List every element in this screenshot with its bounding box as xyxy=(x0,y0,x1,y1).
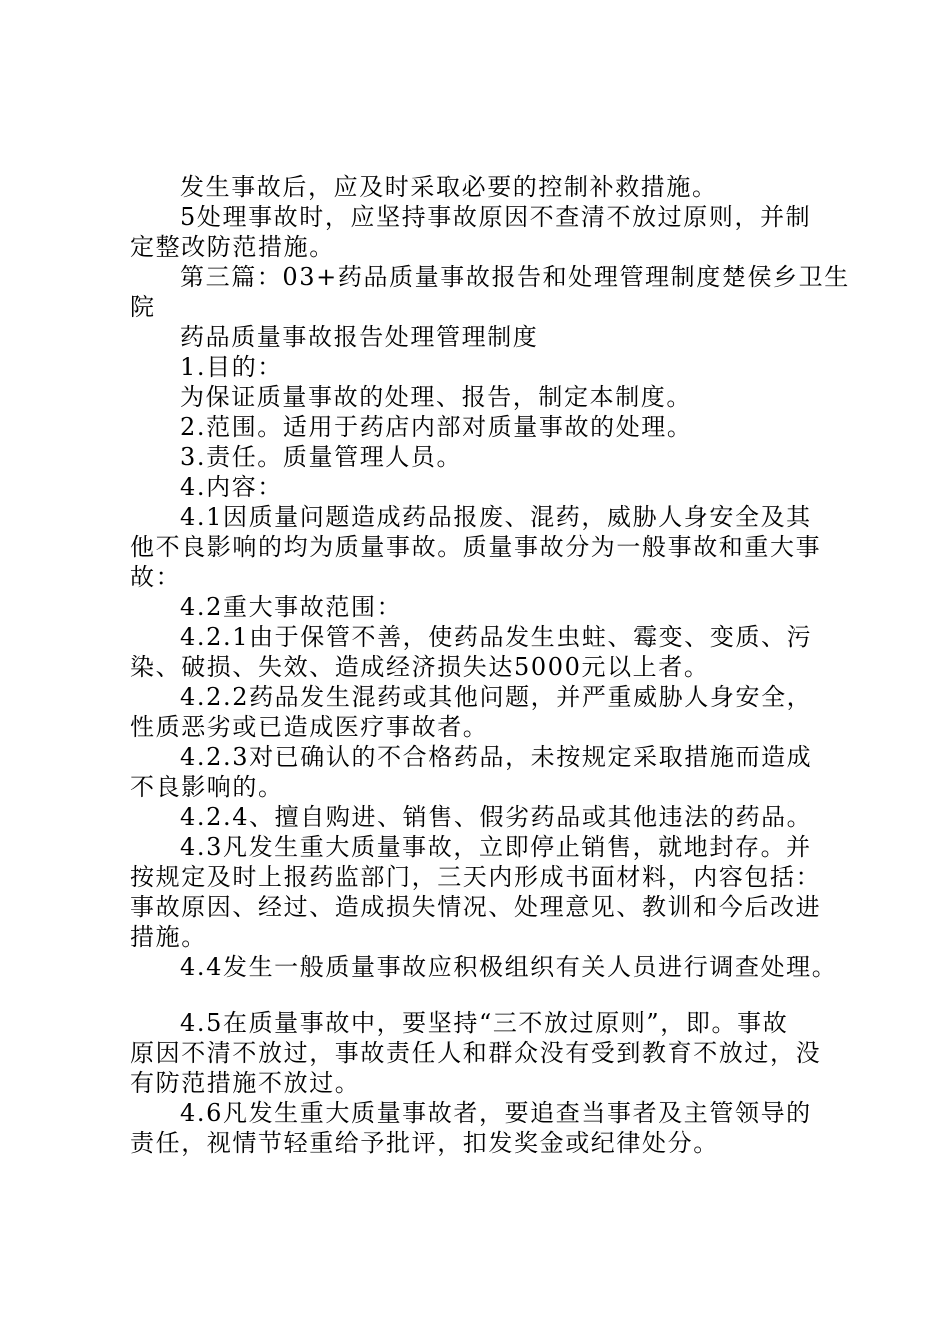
paragraph-line: 故： xyxy=(130,563,182,591)
paragraph-line: 事故原因、经过、造成损失情况、处理意见、教训和今后改进 xyxy=(130,893,822,921)
paragraph-gap xyxy=(130,982,850,1008)
paragraph-line: 4.内容： xyxy=(180,473,283,501)
paragraph-line: 他不良影响的均为质量事故。质量事故分为一般事故和重大事 xyxy=(130,533,822,561)
paragraph-line: 责任，视情节轻重给予批评，扣发奖金或纪律处分。 xyxy=(130,1129,719,1157)
paragraph-line: 不良影响的。 xyxy=(130,773,284,801)
paragraph-line: 4.5在质量事故中，要坚持“三不放过原则”，即。事故 xyxy=(180,1009,789,1037)
paragraph-line: 4.2.2药品发生混药或其他问题，并严重威胁人身安全， xyxy=(180,683,813,711)
paragraph-line: 定整改防范措施。 xyxy=(130,233,335,261)
paragraph-line: 1.目的： xyxy=(180,353,283,381)
paragraph-line: 5处理事故时，应坚持事故原因不查清不放过原则，并制 xyxy=(180,203,812,231)
paragraph-line: 性质恶劣或已造成医疗事故者。 xyxy=(130,713,489,741)
paragraph-line: 3.责任。质量管理人员。 xyxy=(180,443,463,471)
paragraph-line: 染、破损、失效、造成经济损失达5000元以上者。 xyxy=(130,653,710,681)
document-body xyxy=(130,172,850,1158)
paragraph-line: 按规定及时上报药监部门，三天内形成书面材料，内容包括： xyxy=(130,863,822,891)
paragraph-line: 有防范措施不放过。 xyxy=(130,1069,361,1097)
paragraph-line: 4.1因质量问题造成药品报废、混药，威胁人身安全及其 xyxy=(180,503,812,531)
paragraph-line: 措施。 xyxy=(130,923,207,951)
paragraph-line: 原因不清不放过，事故责任人和群众没有受到教育不放过，没 xyxy=(130,1039,822,1067)
paragraph-line: 4.2.3对已确认的不合格药品，未按规定采取措施而造成 xyxy=(180,743,813,771)
section-heading: 第三篇：03+药品质量事故报告和处理管理制度楚侯乡卫生 xyxy=(180,263,850,291)
document-title: 药品质量事故报告处理管理制度 xyxy=(180,323,539,351)
paragraph-line: 2.范围。适用于药店内部对质量事故的处理。 xyxy=(180,413,693,441)
paragraph-line: 4.2.1由于保管不善，使药品发生虫蛀、霉变、变质、污 xyxy=(180,623,813,651)
paragraph-line: 4.2重大事故范围： xyxy=(180,593,403,621)
paragraph-line: 发生事故后，应及时采取必要的控制补救措施。 xyxy=(180,173,718,201)
paragraph-line: 4.2.4、擅自购进、销售、假劣药品或其他违法的药品。 xyxy=(180,803,813,831)
section-heading: 院 xyxy=(130,293,156,321)
paragraph-line: 为保证质量事故的处理、报告，制定本制度。 xyxy=(180,383,692,411)
paragraph-line: 4.3凡发生重大质量事故，立即停止销售，就地封存。并 xyxy=(180,833,812,861)
paragraph-line: 4.6凡发生重大质量事故者，要追查当事者及主管领导的 xyxy=(180,1099,812,1127)
paragraph-line: 4.4发生一般质量事故应积极组织有关人员进行调查处理。 xyxy=(180,953,838,981)
